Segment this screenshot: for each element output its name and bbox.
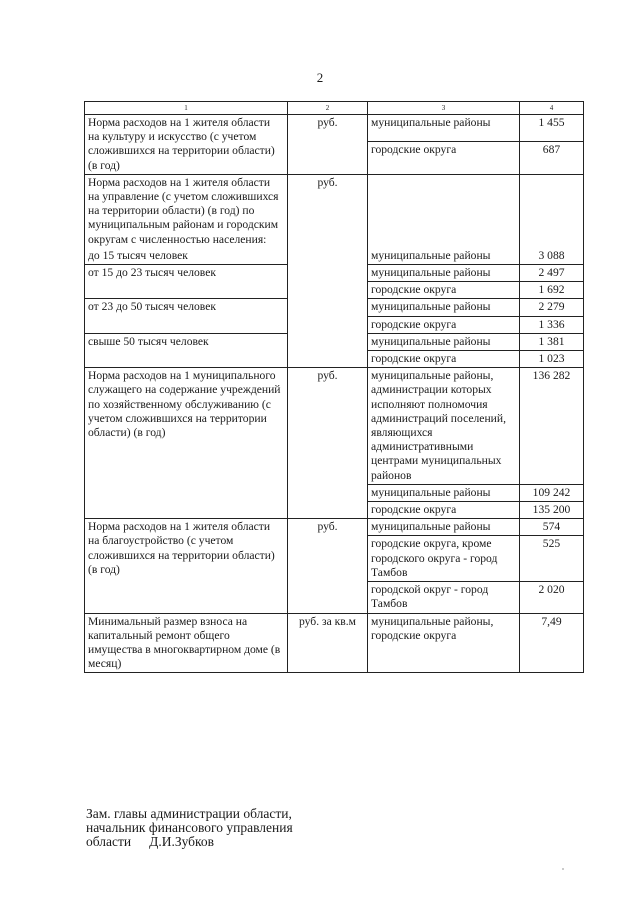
table-row [85,613,584,673]
signature-position-line-3: области [86,834,132,849]
category-cell: городские округа [368,316,520,333]
norm-name-management [85,174,288,264]
signature-position-line-2: начальник финансового управления [86,820,293,835]
column-header-1: 1 [85,102,288,115]
value-cell: 525 [520,536,584,582]
value-cell: 1 455 [520,115,584,142]
value-cell: 2 020 [520,582,584,613]
population-group-label: от 23 до 50 тысяч человек [85,299,288,333]
column-header-3: 3 [368,102,520,115]
table-row [85,368,584,485]
category-cell: городские округа [368,502,520,519]
norm-name-repair: Минимальный размер взноса на капитальный ремонт общего имущества в многоквартирном доме (в месяц) [85,613,288,673]
column-header-2: 2 [288,102,368,115]
value-cell: 574 [520,519,584,536]
signature-position-line-1: Зам. главы администрации области, [86,806,292,821]
value-cell: 1 336 [520,316,584,333]
population-group-label: свыше 50 тысяч человек [85,333,288,367]
norm-unit-servants: руб. [288,368,368,519]
category-cell: муниципальные районы [368,519,520,536]
table-row [85,115,584,142]
population-group-label: до 15 тысяч человек [88,248,188,262]
signature-block [86,807,293,849]
category-cell: городские округа, кроме городского округа - город Тамбов [368,536,520,582]
norm-unit-improvement: руб. [288,519,368,613]
page-number: 2 [316,70,324,85]
category-cell: городской округ - город Тамбов [368,582,520,613]
value-cell: 135 200 [520,502,584,519]
norm-name-improvement: Норма расходов на 1 жителя области на благоустройство (с учетом сложившихся на территории области) (в год) [85,519,288,613]
table-header-row [85,102,584,115]
category-cell: городские округа [368,282,520,299]
norm-name-management-text: Норма расходов на 1 жителя области на управление (с учетом сложившихся на территории области) (в год) по муниципальным районам и городским округам с численностью населения: [88,175,279,246]
norm-unit-management: руб. [288,174,368,367]
scan-speck [562,868,564,870]
norm-unit-repair: руб. за кв.м [288,613,368,673]
value-cell: 1 381 [520,333,584,350]
signature-line-3 [86,835,293,849]
category-cell: муниципальные районы [368,174,520,264]
category-cell: муниципальные районы [368,265,520,282]
value-cell: 136 282 [520,368,584,485]
value-cell: 109 242 [520,484,584,501]
norms-table [84,101,584,673]
norm-name-culture: Норма расходов на 1 жителя области на культуру и искусство (с учетом сложившихся на территории области) (в год) [85,115,288,175]
category-cell: муниципальные районы [368,333,520,350]
category-cell: муниципальные районы, городские округа [368,613,520,673]
table-row [85,519,584,536]
value-cell: 687 [520,141,584,174]
population-group-label: от 15 до 23 тысяч человек [85,265,288,299]
value-cell: 7,49 [520,613,584,673]
table-row [85,174,584,264]
category-cell: муниципальные районы [368,115,520,142]
value-cell: 1 023 [520,351,584,368]
signatory-name: Д.И.Зубков [149,834,215,849]
category-cell: муниципальные районы [368,299,520,316]
category-cell: городские округа [368,141,520,174]
category-cell: муниципальные районы [368,484,520,501]
value-cell: 2 279 [520,299,584,316]
value-cell: 1 692 [520,282,584,299]
value-cell: 3 088 [520,174,584,264]
value-cell: 2 497 [520,265,584,282]
norm-name-servants: Норма расходов на 1 муниципального служащего на содержание учреждений по хозяйственному обслуживанию (с учетом сложившихся на территории области) (в год) [85,368,288,519]
column-header-4: 4 [520,102,584,115]
category-cell: муниципальные районы, администрации которых исполняют полномочия администраций поселений, являющихся административными центрами муниципальных районов [368,368,520,485]
category-cell: городские округа [368,351,520,368]
norm-unit-culture: руб. [288,115,368,175]
